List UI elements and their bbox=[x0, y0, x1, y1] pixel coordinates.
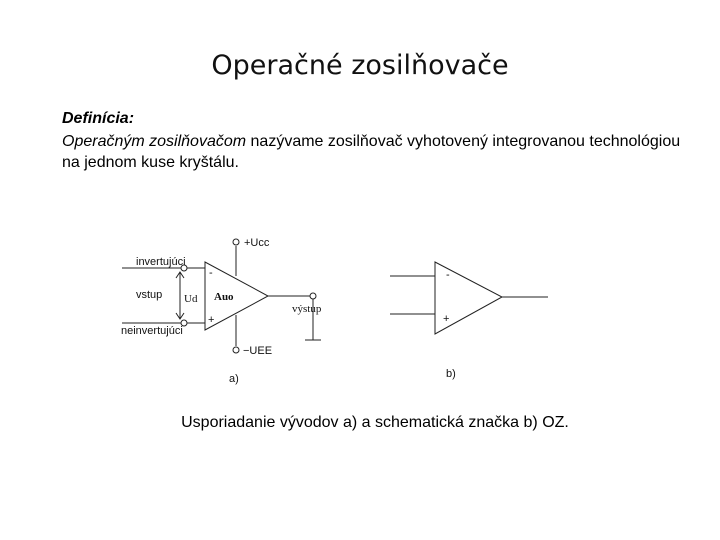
figure-b-labels bbox=[443, 269, 456, 380]
vystup-label: výstup bbox=[292, 303, 322, 315]
ud-label: Ud bbox=[184, 293, 198, 305]
inverting-sign-b: - bbox=[446, 269, 450, 281]
definition-heading: Definícia: bbox=[62, 110, 135, 127]
inverting-sign-a: - bbox=[209, 267, 213, 279]
noninverting-sign-b: + bbox=[443, 313, 450, 325]
uee-label: −UEE bbox=[243, 345, 273, 357]
neinvertujuci-label: neinvertujúci bbox=[121, 325, 183, 337]
invertujuci-label: invertujúci bbox=[136, 256, 186, 268]
slide-title: Operačné zosilňovače bbox=[211, 50, 509, 81]
output-terminal bbox=[310, 293, 316, 299]
uee-terminal bbox=[233, 347, 239, 353]
figure-b bbox=[390, 262, 548, 334]
definition-rest: nazývame zosilňovač vyhotovený integrovanou technológiou na jednom kuse kryštálu. bbox=[62, 133, 681, 171]
figure-caption: Usporiadanie vývodov a) a schematická značka b) OZ. bbox=[181, 414, 569, 431]
gain-label: Auo bbox=[214, 291, 234, 303]
noninverting-sign-a: + bbox=[208, 314, 215, 326]
definition-term: Operačným zosilňovačom bbox=[62, 133, 247, 150]
vstup-label: vstup bbox=[136, 289, 163, 301]
figure-b-label: b) bbox=[446, 368, 456, 380]
ucc-terminal bbox=[233, 239, 239, 245]
figure-a-labels bbox=[121, 237, 322, 385]
ucc-label: +Ucc bbox=[244, 237, 270, 249]
figure-a-label: a) bbox=[229, 373, 239, 385]
